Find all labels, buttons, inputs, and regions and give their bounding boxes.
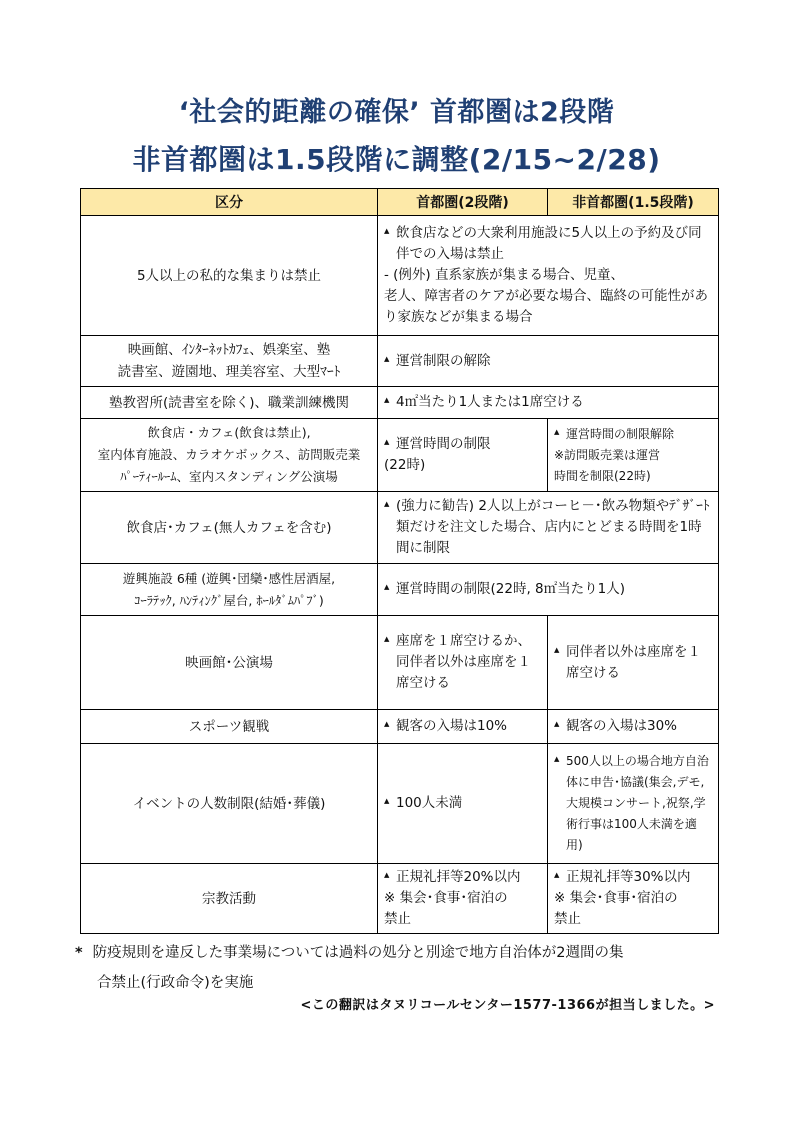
measure-non-capital-area (548, 616, 719, 710)
footnote-star: * (75, 945, 83, 961)
row-category (81, 864, 378, 934)
table-body (81, 216, 719, 934)
measure-capital-area (378, 864, 548, 934)
measure-both-areas (378, 564, 719, 616)
note-line: 禁止 (384, 911, 411, 927)
note-line: 禁止 (554, 911, 581, 927)
note-line: (22時) (384, 457, 426, 473)
table-row (81, 387, 719, 419)
category-line: イベントの人数制限(結婚･葬儀) (132, 795, 326, 812)
note-line: ※ 集会･食事･宿泊の (554, 890, 678, 906)
measure-capital-area (378, 744, 548, 864)
measure-both-areas (378, 387, 719, 419)
category-line: ｺｰﾗﾃｯｸ, ﾊﾝﾃｨﾝｸﾞ屋台, ﾎｰﾙﾀﾞﾑﾊﾟﾌﾞ) (134, 592, 324, 608)
measures-table (80, 188, 719, 934)
category-line: 塾教習所(読書室を除く)、職業訓練機関 (108, 394, 350, 411)
title-line-2: 非首都圏は1.5段階に調整(2/15~2/28) (132, 143, 661, 176)
row-category (81, 419, 378, 492)
category-line: 映画館･公演場 (185, 654, 273, 671)
table-header-row (81, 189, 719, 216)
table-row (81, 492, 719, 564)
category-line: 室内体育施設、カラオケボックス、訪問販売業 (97, 447, 361, 462)
category-line: 5人以上の私的な集まりは禁止 (136, 267, 322, 284)
bullet-item: ▲ 運営制限の解除 (384, 351, 712, 372)
measure-non-capital-area (548, 419, 719, 492)
row-category (81, 710, 378, 744)
footnote-line-2: 合禁止(行政命令)を実施 (97, 975, 254, 991)
table-row (81, 564, 719, 616)
row-category (81, 616, 378, 710)
row-category (81, 744, 378, 864)
row-category (81, 492, 378, 564)
bullet-item: ▲ 飲食店などの大衆利用施設に5人以上の予約及び同伴での入場は禁止 (384, 223, 712, 265)
footnote-line-1: 防疫規則を違反した事業場については過料の処分と別途で地方自治体が2週間の集 (92, 945, 624, 961)
bullet-item: ▲ 運営時間の制限解除 (554, 424, 712, 445)
title-line-1: ‘社会的距離の確保’ 首都圏は2段階 (178, 97, 615, 128)
table-row (81, 336, 719, 387)
category-line: 遊興施設 6種 (遊興･団欒･感性居酒屋, (122, 570, 336, 586)
row-category (81, 216, 378, 336)
note-line: 老人、障害者のケアが必要な場合、臨終の可能性があり家族などが集まる場合 (384, 288, 708, 325)
table-row (81, 216, 719, 336)
measure-non-capital-area (548, 864, 719, 934)
measure-non-capital-area (548, 744, 719, 864)
bullet-item: ▲ 100人未満 (384, 793, 541, 814)
table-row (81, 616, 719, 710)
category-line: スポーツ観戦 (188, 718, 270, 735)
bullet-item: ▲ (強力に勧告) 2人以上がコーヒ－･飲み物類やﾃﾞｻﾞｰﾄ類だけを注文した場合、店内にとどまる時間を1時間に制限 (384, 496, 712, 559)
category-line: 読書室、遊園地、理美容室、大型ﾏｰﾄ (117, 364, 341, 380)
footnote (75, 938, 735, 998)
measure-both-areas (378, 492, 719, 564)
measure-capital-area (378, 710, 548, 744)
row-category (81, 336, 378, 387)
bullet-item: ▲ 同伴者以外は座席を１席空ける (554, 642, 712, 684)
measure-both-areas (378, 216, 719, 336)
table-row (81, 744, 719, 864)
header-non-capital-area: 非首都圏(1.5段階) (548, 189, 719, 216)
measure-both-areas (378, 336, 719, 387)
note-line: ※ 集会･食事･宿泊の (384, 890, 508, 906)
table-row (81, 864, 719, 934)
note-line: - (例外) 直系家族が集まる場合、児童、 (384, 267, 624, 283)
measure-non-capital-area (548, 710, 719, 744)
bullet-item: ▲ 観客の入場は30% (554, 716, 712, 737)
row-category (81, 387, 378, 419)
table-row (81, 710, 719, 744)
measure-capital-area (378, 419, 548, 492)
measure-capital-area (378, 616, 548, 710)
row-category (81, 564, 378, 616)
category-line: 映画館、ｲﾝﾀｰﾈｯﾄｶﾌｪ、娯楽室、塾 (127, 342, 331, 358)
bullet-item: ▲ 500人以上の場合地方自治体に申告･協議(集会,デモ,大規模コンサート,祝祭,学術行事は100人未満を適用) (554, 751, 712, 856)
bullet-item: ▲ 正規礼拝等20%以内 (384, 867, 541, 888)
note-line: 時間を制限(22時) (554, 468, 651, 483)
bullet-item: ▲ 4㎡当たり1人または1席空ける (384, 392, 712, 413)
header-capital-area: 首都圏(2段階) (378, 189, 548, 216)
bullet-item: ▲ 正規礼拝等30%以内 (554, 867, 712, 888)
category-line: 飲食店・カフェ(飲食は禁止), (147, 425, 311, 440)
category-line: 飲食店･カフェ(無人カフェを含む) (126, 519, 332, 536)
bullet-item: ▲ 観客の入場は10% (384, 716, 541, 737)
bullet-item: ▲ 運営時間の制限 (384, 434, 541, 455)
header-category: 区分 (81, 189, 378, 216)
note-line: ※訪問販売業は運営 (554, 447, 661, 462)
table-row (81, 419, 719, 492)
bullet-item: ▲ 運営時間の制限(22時, 8㎡当たり1人) (384, 579, 712, 600)
translation-credit: <この翻訳はタヌリコールセンター1577-1366が担当しました。> (300, 998, 715, 1013)
category-line: ﾊﾟｰﾃｨｰﾙｰﾑ、室内スタンディング公演場 (120, 469, 338, 484)
category-line: 宗教活動 (202, 890, 256, 907)
bullet-item: ▲ 座席を１席空けるか、同伴者以外は座席を１席空ける (384, 631, 541, 694)
